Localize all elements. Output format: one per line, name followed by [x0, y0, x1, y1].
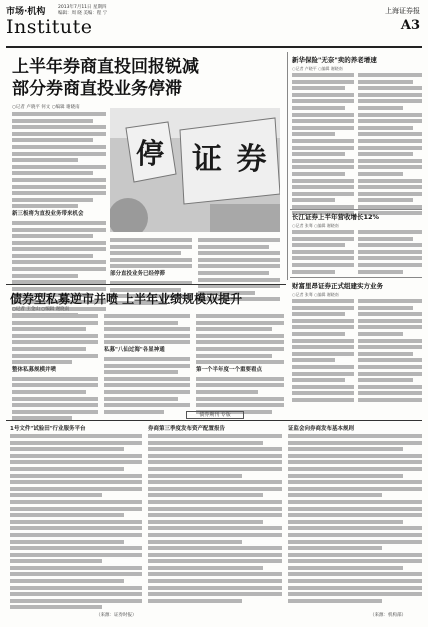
lead-photo — [110, 108, 280, 232]
section-name: 市场·机构 — [6, 7, 46, 17]
bottom-heading-right: 证监会向券商发布基本规则 — [288, 426, 355, 432]
bottom-source-left: （来源：证券时报） — [96, 613, 137, 618]
bottom-source-right: （来源：机构部） — [370, 613, 406, 618]
side-story-2-title: 长江证券上半年营收增长12% — [292, 213, 380, 221]
second-subhead-2: 私募"八仙过海"各显神通 — [104, 346, 165, 353]
side-story-1-byline: ○记者 卢晓平 ○编辑 谢晓南 — [292, 66, 343, 71]
bottom-column-right — [288, 434, 422, 605]
side-divider-1 — [290, 209, 422, 210]
masthead-rule — [6, 46, 422, 48]
bottom-section-label: 债券期刊 专版 — [186, 411, 244, 419]
second-subhead-1: 整体私募规模并喷 — [12, 366, 57, 373]
newspaper-brand: 上海证券报 — [385, 7, 420, 15]
lead-headline: 上半年券商直投回报锐减 部分券商直投业务停滞 — [12, 57, 199, 99]
second-headline: 债券型私募逆市并喷 上半年业绩规模双提升 — [10, 292, 243, 306]
side-story-1-title: 新华保险"无奈"卖的养老增速 — [292, 56, 377, 64]
lead-subhead-2: 部分直投业务已经停滞 — [110, 270, 166, 277]
column-divider — [287, 52, 288, 280]
side-story-3-col-a — [292, 299, 354, 405]
side-story-1-col-a — [292, 73, 354, 218]
photo-sign-securities: 证 券 — [192, 142, 269, 177]
side-divider-2 — [290, 277, 422, 278]
side-story-3-title: 财富里昂证券正式组建实方业务 — [292, 282, 383, 290]
lead-column-left — [12, 112, 106, 320]
second-byline: ○记者 王金山 ○编辑 谢晓南 — [12, 307, 70, 312]
second-column-3 — [196, 314, 284, 416]
second-subhead-3: 第一个半年度一个重要看点 — [196, 366, 263, 373]
issue-date: 2013年7月11日 星期四 — [58, 5, 107, 10]
side-story-2-byline: ○记者 张骞 ○编辑 谢晓南 — [292, 223, 339, 228]
bottom-section-rule — [6, 420, 422, 421]
page-number: A3 — [400, 18, 420, 33]
section-english: Institute — [6, 16, 93, 38]
side-story-3-col-b — [358, 299, 422, 405]
second-story-rule — [6, 284, 286, 285]
issue-editors: 编辑：周 晓 美编：程 宁 — [58, 11, 108, 16]
photo-sign-stop: 停 — [136, 137, 165, 170]
bottom-column-mid — [148, 434, 282, 605]
second-column-2 — [104, 314, 190, 416]
lead-subhead-1: 新三板将为直投业务带来机会 — [12, 210, 84, 217]
second-column-1 — [12, 314, 98, 423]
bottom-heading-left: 1号文件"试验田"行业服务平台 — [10, 426, 86, 432]
side-story-2-col-b — [358, 230, 422, 276]
side-story-2-col-a — [292, 230, 354, 276]
masthead — [6, 4, 422, 48]
side-story-1-col-b — [358, 73, 422, 218]
bottom-column-left — [10, 434, 142, 612]
side-story-3-byline: ○记者 张骞 ○编辑 谢晓南 — [292, 292, 339, 297]
bottom-heading-mid: 券商第三季度发布资产配置报告 — [148, 426, 226, 432]
lead-byline: ○记者 卢晓平 何文 ○编辑 谢晓南 — [12, 105, 80, 110]
